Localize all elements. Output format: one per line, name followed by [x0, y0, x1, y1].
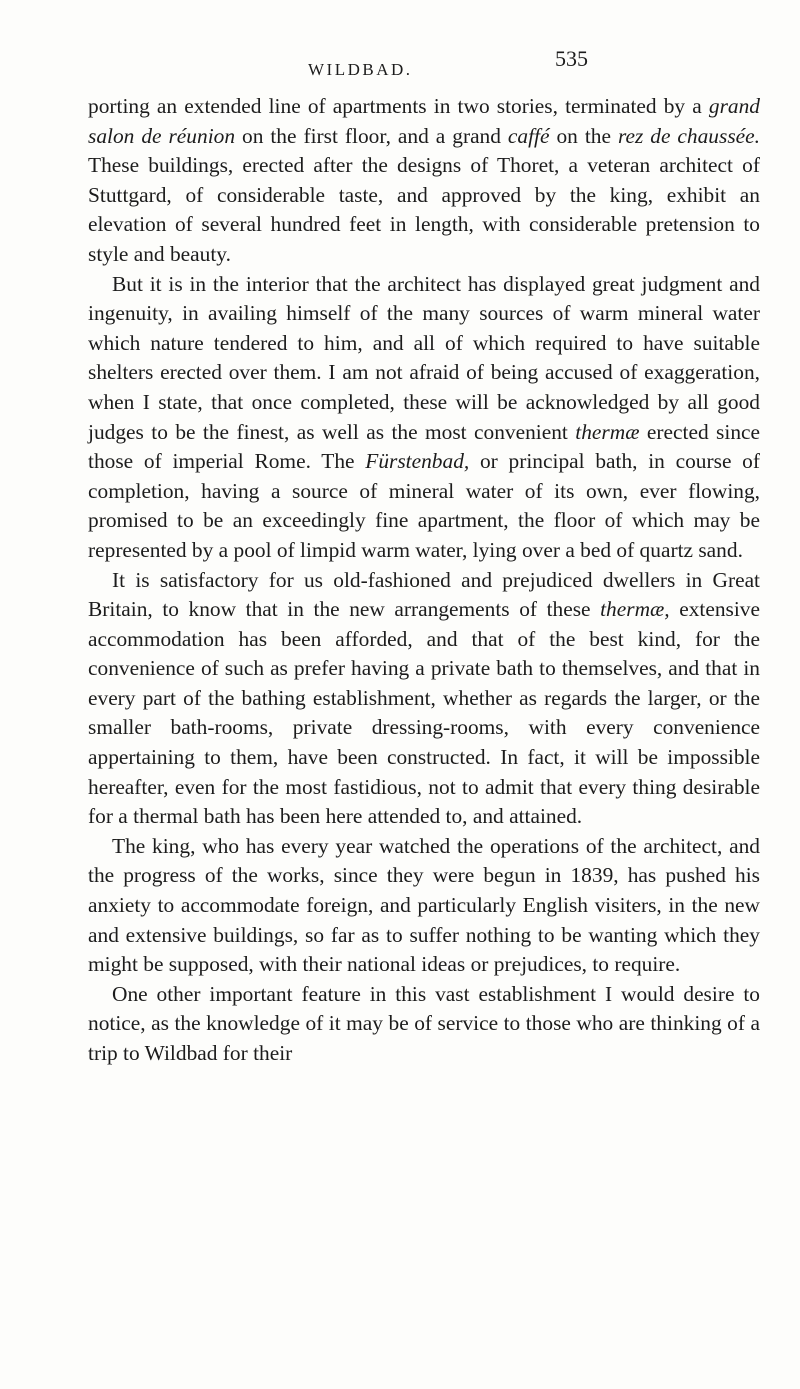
paragraph: [88, 92, 760, 270]
page-number: 535: [555, 46, 588, 71]
italic-text: Fürstenbad,: [365, 449, 470, 474]
running-head: [0, 46, 800, 88]
text-run: on the: [549, 123, 618, 148]
text-run: But it is in the interior that the architect has displayed great judgment and ingenuity, in availing himself of the many sources of warm mineral water which nature tendered to him, and all of which required to have suitable shelters erected over them. I am not afraid of being accused of exaggeration, when I state, that once completed, these will be acknowledged by all good judges to be the finest, as well as the most convenient: [88, 271, 760, 444]
text-run: on the first floor, and a grand: [235, 123, 508, 148]
text-run: One other important feature in this vast establishment I would desire to notice, as the knowledge of it may be of service to those who are thinking of a trip to Wildbad for their: [88, 981, 760, 1065]
text-run: It is satisfactory for us old-fashioned and prejudiced dwellers in Great Britain, to know that in the new arrangements of these: [88, 567, 760, 622]
text-run: extensive accommodation has been afforded, and that of the best kind, for the convenience of such as prefer having a private bath to themselves, and that in every part of the bathing establishment, whether as regards the larger, or the smaller bath-rooms, private dressing-rooms, with every convenience appertaining to them, have been constructed. In fact, it will be impossible hereafter, even for the most fastidious, not to admit that every thing desirable for a thermal bath has been here attended to, and attained.: [88, 597, 760, 829]
text-run: These buildings, erected after the designs of Thoret, a veteran architect of Stuttgard, of considerable taste, and approved by the king, exhibit an elevation of several hundred feet in length, with considerable pretension to style and beauty.: [88, 153, 760, 266]
paragraph: [88, 832, 760, 980]
text-run: The king, who has every year watched the operations of the architect, and the progress of the works, since they were begun in 1839, has pushed his anxiety to accommodate foreign, and particularly English visiters, in the new and extensive buildings, so far as to suffer nothing to be wanting which they might be supposed, with their national ideas or prejudices, to require.: [88, 833, 760, 977]
italic-text: caffé: [507, 123, 550, 148]
running-title: WILDBAD.: [308, 60, 413, 79]
body-text: [88, 92, 760, 1069]
paragraph: [88, 566, 760, 832]
paragraph: [88, 270, 760, 566]
italic-text: thermæ: [575, 419, 640, 444]
italic-text: grand salon de réunion: [88, 94, 760, 148]
italic-text: rez de chaussée.: [617, 123, 760, 148]
text-run: or principal bath, in course of completion, having a source of mineral water of its own, ever flowing, promised to be an exceedingly fine apartment, the floor of which may be represented by a pool of limpid warm water, lying over a bed of quartz sand.: [88, 449, 761, 562]
text-run: porting an extended line of apartments in two stories, terminated by a: [88, 94, 709, 118]
paragraph: [88, 980, 760, 1069]
italic-text: thermæ,: [600, 597, 670, 622]
text-run: erected since those of imperial Rome. The: [88, 419, 761, 474]
